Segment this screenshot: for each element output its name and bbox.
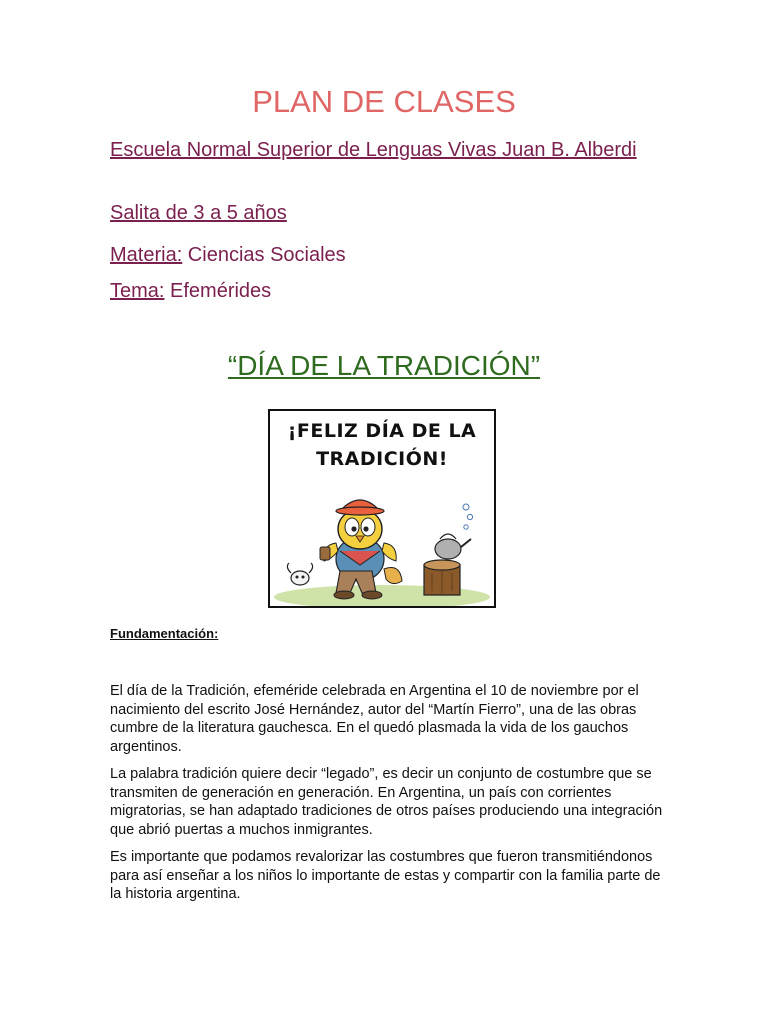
illustration-caption-line2: TRADICIÓN! bbox=[316, 448, 448, 470]
cow-skull-icon bbox=[287, 563, 312, 585]
topic-line bbox=[110, 280, 271, 303]
paragraph: El día de la Tradición, efeméride celebrada en Argentina el 10 de noviembre por el nacimiento del escrito José Hernández, autor del “Martín Fierro”, una de las obras cumbre de la literatura gauchesca. En el quedó plasmada la vida de los gauchos argentinos. bbox=[110, 683, 639, 755]
celebration-title: “DÍA DE LA TRADICIÓN” bbox=[227, 350, 541, 381]
subject-value: Ciencias Sociales bbox=[182, 244, 346, 266]
paragraph: La palabra tradición quiere decir “legado”, es decir un conjunto de costumbre que se transmiten de generación en generación. En Argentina, un país con corrientes migratorias, se han adaptado tradiciones de otros países produciendo una integración que abrió puertas a muchos inmigrantes. bbox=[110, 766, 663, 838]
section-heading: Fundamentación: bbox=[110, 626, 219, 641]
group-label: Salita de 3 a 5 años bbox=[110, 202, 287, 224]
school-name: Escuela Normal Superior de Lenguas Vivas Juan B. Alberdi bbox=[110, 139, 637, 161]
tree-stump-icon bbox=[424, 560, 460, 595]
subject-label: Materia: bbox=[110, 244, 183, 266]
illustration-caption-line1: ¡FELIZ DÍA DE LA bbox=[287, 420, 477, 442]
subject-line bbox=[110, 244, 346, 267]
page-title: PLAN DE CLASES bbox=[252, 84, 516, 119]
illustration-frame bbox=[268, 409, 496, 608]
topic-label: Tema: bbox=[110, 280, 165, 302]
illustration-caption bbox=[270, 417, 494, 473]
topic-value: Efemérides bbox=[164, 280, 272, 302]
paragraph: Es importante que podamos revalorizar las costumbres que fueron transmitiéndonos para así enseñar a los niños lo importante de estas y compartir con la familia parte de la historia argentina. bbox=[110, 849, 661, 902]
bird-figure bbox=[320, 500, 402, 599]
kettle-icon bbox=[435, 504, 473, 559]
gaucho-bird-cartoon-icon bbox=[270, 481, 494, 606]
